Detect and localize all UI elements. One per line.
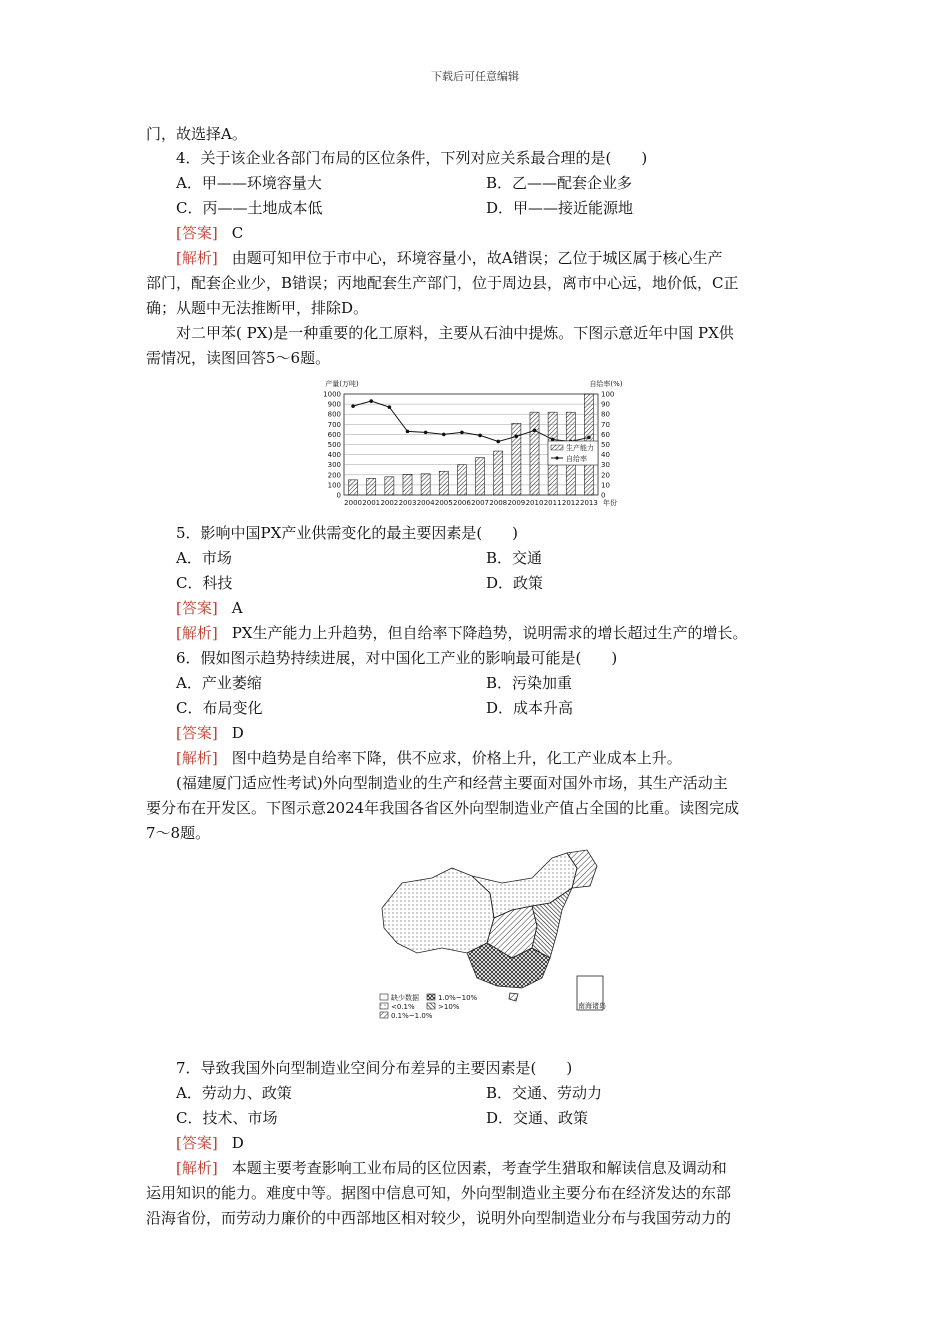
explanation-line <box>176 623 748 643</box>
text-line: 7～8题。 <box>146 824 211 842</box>
line-point <box>478 434 482 438</box>
x-tick-label: 2009 <box>507 499 526 507</box>
x-tick-label: 2013 <box>580 499 598 507</box>
bar <box>494 451 503 495</box>
answer-line <box>176 598 243 618</box>
y-left-axis-title: 产量(万吨) <box>325 380 359 388</box>
answer-line <box>176 723 244 743</box>
option-d: D．成本升高 <box>486 699 574 717</box>
bar <box>421 474 430 495</box>
y-right-tick-label: 50 <box>601 441 610 449</box>
y-left-tick-label: 400 <box>327 451 341 460</box>
x-tick-label: 2005 <box>434 499 453 507</box>
option-c: C．丙——土地成本低 <box>176 199 323 217</box>
option-b: B．乙——配套企业多 <box>486 174 633 192</box>
map-legend <box>380 993 478 1020</box>
bar <box>367 478 376 495</box>
question-5: 5．影响中国PX产业供需变化的最主要因素是( ) <box>176 524 519 542</box>
answer-tag: [答案] <box>176 1134 218 1152</box>
text-line: 沿海省份，而劳动力廉价的中西部地区相对较少，说明外向型制造业分布与我国劳动力的 <box>146 1209 732 1227</box>
bar <box>512 423 521 495</box>
option-c: C．科技 <box>176 574 233 592</box>
text-line: 运用知识的能力。难度中等。据图中信息可知，外向型制造业主要分布在经济发达的东部 <box>146 1184 732 1202</box>
y-right-tick-label: 100 <box>601 390 615 399</box>
text-line: 要分布在开发区。下图示意2024年我国各省区外向型制造业产值占全国的比重。读图完成 <box>146 799 740 817</box>
x-tick-label: 2002 <box>380 499 399 507</box>
x-tick-label: 2012 <box>561 499 580 507</box>
line-point <box>388 405 392 409</box>
page-header: 下载后可任意编辑 <box>431 70 519 83</box>
y-right-tick-label: 40 <box>601 451 610 460</box>
bar <box>476 458 485 495</box>
answer-value: C <box>231 224 244 242</box>
answer-tag: [答案] <box>176 599 218 617</box>
text-line: (福建厦门适应性考试)外向型制造业的生产和经营主要面对国外市场，其生产活动主 <box>176 774 728 792</box>
legend-none: 缺少数据 <box>391 994 419 1002</box>
x-tick-label: 2011 <box>543 499 562 507</box>
y-left-tick-label: 600 <box>327 430 341 439</box>
option-b: B．交通 <box>486 549 543 567</box>
option-b: B．污染加重 <box>486 674 573 692</box>
line-point <box>460 431 464 435</box>
question-6: 6．假如图示趋势持续进展，对中国化工产业的影响最可能是( ) <box>176 649 618 667</box>
option-c: C．技术、市场 <box>176 1109 278 1127</box>
y-right-tick-label: 90 <box>601 400 610 409</box>
explanation-tag: [解析] <box>176 249 218 267</box>
map-island-hainan <box>509 993 518 1001</box>
line-point <box>369 399 373 403</box>
x-tick-label: 2000 <box>344 499 362 507</box>
explanation-line <box>176 248 723 268</box>
explanation-line <box>176 1158 727 1178</box>
option-d: D．甲——接近能源地 <box>486 199 634 217</box>
bar <box>403 474 412 495</box>
explanation-text: 图中趋势是自给率下降，供不应求，价格上升，化工产业成本上升。 <box>231 749 682 767</box>
question-4: 4．关于该企业各部门布局的区位条件，下列对应关系最合理的是( ) <box>176 149 648 167</box>
option-a: A．劳动力、政策 <box>176 1084 292 1102</box>
explanation-text: PX生产能力上升趋势，但自给率下降趋势，说明需求的增长超过生产的增长。 <box>231 624 748 642</box>
y-left-tick-label: 900 <box>327 400 341 409</box>
bar <box>385 477 394 495</box>
y-right-axis-title: 自给率(%) <box>589 380 623 388</box>
explanation-text: 由题可知甲位于市中心，环境容量小，故A错误；乙位于城区属于核心生产 <box>231 249 723 267</box>
legend-swatch-point <box>555 456 558 459</box>
legend-10-100: 1.0%~10% <box>438 994 478 1002</box>
option-d: D．政策 <box>486 574 544 592</box>
y-left-tick-label: 0 <box>336 491 341 500</box>
legend-lt01: <0.1% <box>391 1003 415 1011</box>
option-a: A．产业萎缩 <box>176 674 262 692</box>
answer-line <box>176 223 243 243</box>
explanation-tag: [解析] <box>176 624 218 642</box>
line-point <box>442 433 446 437</box>
x-tick-label: 2006 <box>453 499 471 507</box>
answer-value: A <box>231 599 243 617</box>
legend-label: 自给率 <box>566 455 587 463</box>
china-manufacturing-map <box>372 848 612 1026</box>
y-right-tick-label: 70 <box>601 420 610 429</box>
option-d: D．交通、政策 <box>486 1109 589 1127</box>
bar <box>457 465 466 495</box>
x-tick-label: 2001 <box>362 499 381 507</box>
explanation-text: 本题主要考查影响工业布局的区位因素，考查学生猎取和解读信息及调动和 <box>231 1159 727 1177</box>
text-line: 门，故选择A。 <box>146 125 247 143</box>
legend-label: 生产能力 <box>566 444 594 452</box>
x-axis-title: 年份 <box>603 499 617 507</box>
x-tick-label: 2007 <box>471 499 489 507</box>
line-point <box>406 430 410 434</box>
text-line: 对二甲苯( PX)是一种重要的化工原料，主要从石油中提炼。下图示意近年中国 PX供 <box>176 324 734 342</box>
option-a: A．甲——环境容量大 <box>176 174 322 192</box>
line-point <box>587 436 591 440</box>
line-point <box>515 435 519 439</box>
answer-line <box>176 1133 244 1153</box>
y-right-tick-label: 60 <box>601 430 610 439</box>
y-left-tick-label: 800 <box>327 410 341 419</box>
option-c: C．布局变化 <box>176 699 263 717</box>
x-tick-label: 2003 <box>398 499 417 507</box>
explanation-tag: [解析] <box>176 749 218 767</box>
text-line: 确；从题中无法推断甲，排除D。 <box>146 299 369 317</box>
y-right-tick-label: 80 <box>601 410 610 419</box>
line-point <box>533 429 537 433</box>
y-right-tick-label: 20 <box>601 471 610 480</box>
text-line: 需情况，读图回答5～6题。 <box>146 349 331 367</box>
y-left-tick-label: 100 <box>327 481 341 490</box>
bar <box>349 480 358 495</box>
line-point <box>351 404 355 408</box>
explanation-line <box>176 748 682 768</box>
bar <box>439 471 448 495</box>
y-left-tick-label: 300 <box>327 461 341 470</box>
x-tick-label: 2010 <box>525 499 544 507</box>
answer-tag: [答案] <box>176 224 218 242</box>
legend-01-10: 0.1%~1.0% <box>391 1012 433 1020</box>
y-left-tick-label: 1000 <box>323 390 341 399</box>
px-supply-chart <box>300 374 680 516</box>
explanation-tag: [解析] <box>176 1159 218 1177</box>
answer-value: D <box>231 724 244 742</box>
y-left-tick-label: 200 <box>327 471 341 480</box>
line-point <box>424 431 428 435</box>
option-a: A．市场 <box>176 549 232 567</box>
bar <box>530 412 539 495</box>
legend-swatch-bar <box>551 445 563 450</box>
option-b: B．交通、劳动力 <box>486 1084 603 1102</box>
text-line: 部门，配套企业少，B错误；丙地配套生产部门，位于周边县，离市中心远，地价低，C正 <box>146 274 739 292</box>
map-inset-label: 南海诸岛 <box>578 1002 606 1010</box>
y-left-tick-label: 500 <box>327 441 341 449</box>
answer-tag: [答案] <box>176 724 218 742</box>
y-right-tick-label: 10 <box>601 481 610 490</box>
y-right-tick-label: 30 <box>601 461 610 470</box>
question-7: 7．导致我国外向型制造业空间分布差异的主要因素是( ) <box>176 1059 573 1077</box>
x-tick-label: 2004 <box>416 499 435 507</box>
x-tick-label: 2008 <box>489 499 508 507</box>
y-left-tick-label: 700 <box>327 420 341 429</box>
answer-value: D <box>231 1134 244 1152</box>
line-point <box>496 440 500 444</box>
legend-gt10: >10% <box>438 1003 460 1011</box>
y-right-tick-label: 0 <box>601 491 606 500</box>
